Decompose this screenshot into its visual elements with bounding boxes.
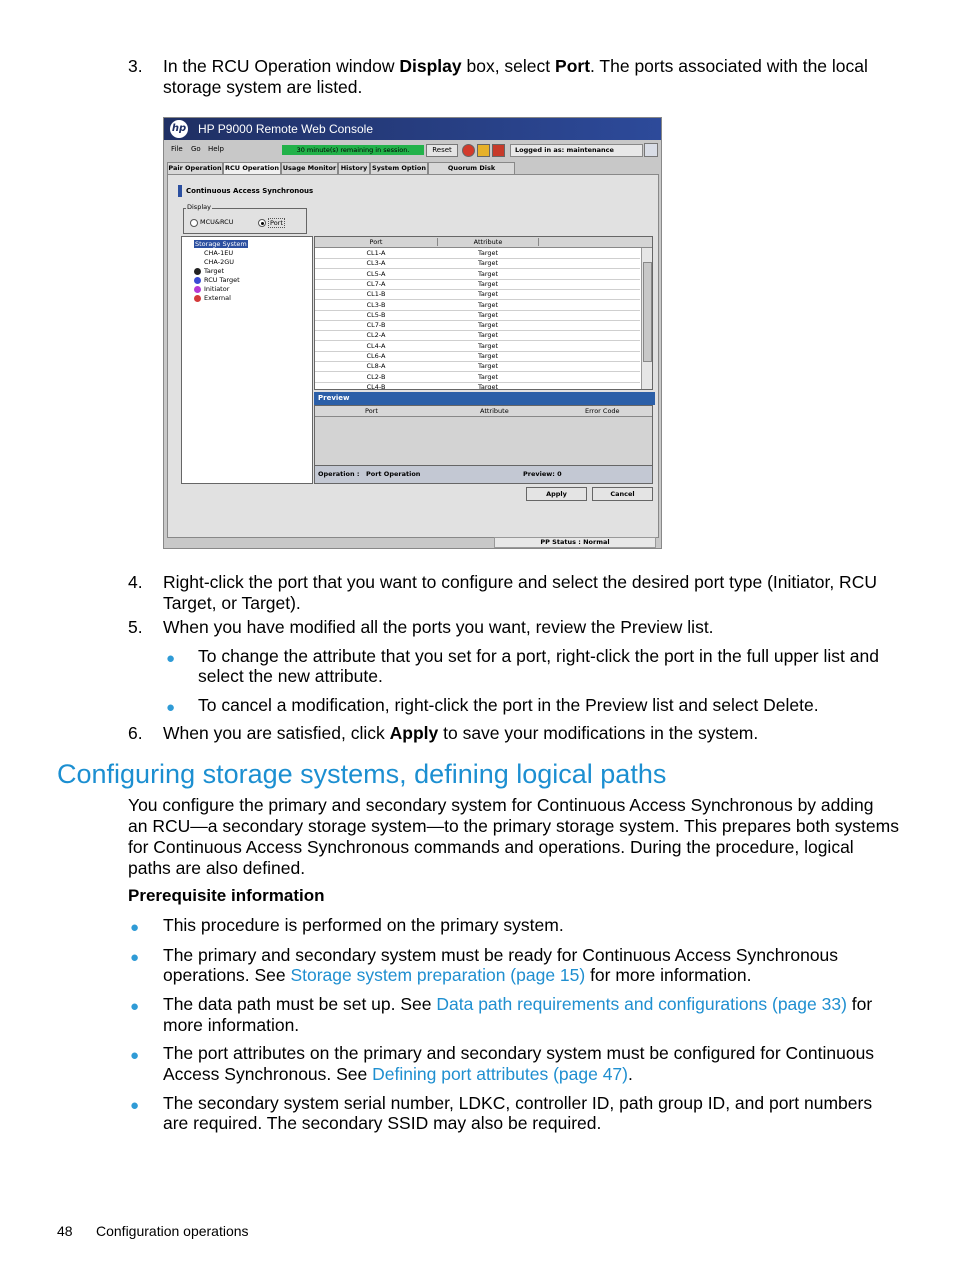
radio-mcu-rcu[interactable] bbox=[190, 219, 198, 227]
port-cell: CL4-A bbox=[366, 341, 386, 350]
port-cell: CL1-A bbox=[366, 249, 386, 257]
step-text: When you have modified all the ports you want, review the Preview list. bbox=[163, 617, 714, 637]
prereq-item: The secondary system serial number, LDKC, controller ID, path group ID, and port numbers bbox=[163, 1093, 873, 1113]
radio-mcu-rcu-label: MCU&RCU bbox=[200, 218, 234, 226]
window-title: HP P9000 Remote Web Console bbox=[198, 122, 373, 136]
attribute-cell: Target bbox=[477, 341, 499, 350]
data-path-requirements-link[interactable]: Data path requirements and configurations (page 33) bbox=[436, 994, 847, 1014]
tree-node-rcu-target[interactable]: RCU Target bbox=[204, 276, 240, 284]
window-titlebar bbox=[164, 118, 661, 140]
section-heading: Configuring storage systems, defining logical paths bbox=[57, 759, 667, 789]
port-cell: CL7-B bbox=[366, 321, 386, 330]
scroll-thumb[interactable] bbox=[643, 262, 652, 362]
attribute-cell: Target bbox=[477, 352, 499, 360]
storage-system-preparation-link[interactable]: Storage system preparation (page 15) bbox=[290, 965, 586, 985]
warning-icon[interactable] bbox=[477, 144, 490, 157]
attribute-cell: Target bbox=[477, 310, 499, 319]
defining-port-attributes-link[interactable]: Defining port attributes (page 47) bbox=[372, 1064, 628, 1084]
footer-title: Configuration operations bbox=[96, 1223, 249, 1239]
step-text: When you are satisfied, click Apply to save your modifications in the system. bbox=[163, 723, 759, 743]
bullet-text: To change the attribute that you set for a port, right-click the port in the full upper list and bbox=[198, 646, 879, 666]
col-port[interactable]: Port bbox=[315, 238, 438, 246]
port-cell: CL1-B bbox=[366, 290, 386, 299]
intro-line: for Continuous Access Synchronous commands and operations. During the procedure, logical bbox=[128, 837, 854, 857]
cancel-button[interactable]: Cancel bbox=[592, 487, 653, 501]
port-cell: CL2-A bbox=[366, 331, 386, 340]
port-list-header bbox=[315, 237, 652, 248]
tree-node-initiator[interactable]: Initiator bbox=[204, 285, 229, 293]
port-cell: CL8-A bbox=[366, 362, 386, 371]
port-list-scrollbar[interactable] bbox=[641, 248, 652, 389]
preview-list[interactable] bbox=[314, 405, 653, 467]
operation-bar bbox=[314, 465, 653, 484]
bullet-icon: ● bbox=[166, 650, 176, 667]
pp-status: PP Status : Normal bbox=[494, 537, 656, 548]
step-number: 4. bbox=[128, 572, 143, 592]
rcu-target-icon bbox=[194, 277, 201, 284]
tree-node-target[interactable]: Target bbox=[204, 267, 224, 275]
col-attribute[interactable]: Attribute bbox=[438, 238, 539, 246]
prereq-item-cont: Access Synchronous. See Defining port attributes (page 47). bbox=[163, 1064, 633, 1084]
port-cell: CL2-B bbox=[366, 372, 386, 381]
prereq-item: The primary and secondary system must be ready for Continuous Access Synchronous bbox=[163, 945, 839, 965]
session-timer: 30 minute(s) remaining in session. bbox=[282, 145, 424, 155]
port-cell: CL6-A bbox=[366, 352, 386, 360]
tab-history[interactable]: History bbox=[338, 162, 370, 175]
bullet-text: To cancel a modification, right-click the port in the Preview list and select Delete. bbox=[198, 695, 819, 715]
step-number: 3. bbox=[128, 56, 143, 76]
tab-rcu-operation[interactable]: RCU Operation bbox=[223, 162, 281, 175]
tool-icon[interactable] bbox=[492, 144, 505, 157]
attribute-cell: Target bbox=[477, 249, 499, 257]
rcu-operation-panel: Continuous Access Synchronous Display MCU&RCU Port Storage System CHA-1EU CHA-2GU Target RCU Target Initiator External Port Attribute CL1-A Target CL3-A Target CL5-A Target CL7-A Target CL1-B Target CL3-B Target CL5-B Target CL7-B Target CL2-A Target CL4-A Target CL6-A Target CL8-A Target CL2-B Target CL4-B Target Preview Port Attribute Error Code Operation : Port Operation Preview: 0 Apply Cancel bbox=[167, 174, 659, 538]
bullet-icon: ● bbox=[166, 699, 176, 716]
port-cell: CL3-B bbox=[366, 300, 386, 309]
attribute-cell: Target bbox=[477, 279, 499, 288]
attribute-cell: Target bbox=[477, 290, 499, 299]
port-cell: CL3-A bbox=[366, 259, 386, 268]
menu-help[interactable]: Help bbox=[208, 145, 224, 153]
menu-go[interactable]: Go bbox=[191, 145, 201, 153]
tree-node-cha-1eu[interactable]: CHA-1EU bbox=[204, 249, 234, 257]
tab-usage-monitor[interactable]: Usage Monitor bbox=[281, 162, 338, 175]
attribute-cell: Target bbox=[477, 382, 499, 390]
step-text-cont: storage system are listed. bbox=[163, 77, 363, 97]
intro-line: You configure the primary and secondary system for Continuous Access Synchronous by adding bbox=[128, 795, 874, 815]
tab-system-option[interactable]: System Option bbox=[370, 162, 428, 175]
bullet-icon: ● bbox=[130, 949, 140, 966]
bullet-icon: ● bbox=[130, 919, 140, 936]
attribute-cell: Target bbox=[477, 269, 499, 278]
operation-label: Operation : bbox=[318, 470, 360, 478]
step-text: In the RCU Operation window Display box, select Port. The ports associated with the local bbox=[163, 56, 868, 76]
port-cell: CL4-B bbox=[366, 382, 386, 390]
prereq-item-cont: operations. See Storage system preparation (page 15) for more information. bbox=[163, 965, 752, 985]
storage-tree[interactable] bbox=[181, 236, 313, 484]
bullet-icon: ● bbox=[130, 998, 140, 1015]
prereq-item-cont: more information. bbox=[163, 1015, 300, 1035]
page-number: 48 bbox=[57, 1223, 73, 1239]
target-icon bbox=[194, 268, 201, 275]
port-cell: CL5-B bbox=[366, 310, 386, 319]
step-text-cont: Target, or Target). bbox=[163, 593, 301, 613]
bullet-icon: ● bbox=[130, 1047, 140, 1064]
preview-count: Preview: 0 bbox=[523, 470, 562, 478]
preview-col-port[interactable]: Port bbox=[365, 407, 378, 415]
attribute-cell: Target bbox=[477, 362, 499, 371]
menu-file[interactable]: File bbox=[171, 145, 183, 153]
attribute-cell: Target bbox=[477, 372, 499, 381]
tree-node-external[interactable]: External bbox=[204, 294, 231, 302]
port-list[interactable] bbox=[314, 236, 653, 390]
display-label: Display bbox=[187, 203, 211, 211]
radio-port[interactable] bbox=[258, 219, 266, 227]
prereq-item-cont: are required. The secondary SSID may also be required. bbox=[163, 1113, 602, 1133]
reset-button[interactable]: Reset bbox=[426, 144, 458, 157]
prereq-heading: Prerequisite information bbox=[128, 886, 325, 905]
preview-col-attribute[interactable]: Attribute bbox=[480, 407, 509, 415]
attribute-cell: Target bbox=[477, 300, 499, 309]
initiator-icon bbox=[194, 286, 201, 293]
attribute-cell: Target bbox=[477, 321, 499, 330]
radio-port-label: Port bbox=[270, 219, 283, 227]
prereq-item: This procedure is performed on the primary system. bbox=[163, 915, 564, 935]
bullet-text-cont: select the new attribute. bbox=[198, 666, 383, 686]
tree-node-storage-system[interactable]: Storage System bbox=[195, 240, 247, 248]
tab-quorum-disk-operation[interactable]: Quorum Disk bbox=[428, 162, 515, 175]
stop-icon[interactable] bbox=[462, 144, 475, 157]
attribute-cell: Target bbox=[477, 331, 499, 340]
tab-pair-operation[interactable]: Pair Operation bbox=[167, 162, 223, 175]
prereq-item: The data path must be set up. See Data path requirements and configurations (page 33) for bbox=[163, 994, 873, 1014]
rcu-operation-screenshot bbox=[163, 117, 662, 549]
logged-in-status: Logged in as: maintenance bbox=[510, 144, 643, 157]
help-icon[interactable] bbox=[644, 143, 658, 157]
tree-node-cha-2gu[interactable]: CHA-2GU bbox=[204, 258, 235, 266]
bullet-icon: ● bbox=[130, 1097, 140, 1114]
intro-line: an RCU—a secondary storage system—to the primary storage system. This prepares both systems bbox=[128, 816, 899, 836]
operation-value: Port Operation bbox=[366, 470, 421, 478]
prereq-item: The port attributes on the primary and secondary system must be configured for Continuous bbox=[163, 1043, 875, 1063]
table-row[interactable] bbox=[315, 382, 640, 390]
apply-button[interactable]: Apply bbox=[526, 487, 587, 501]
step-number: 5. bbox=[128, 617, 143, 637]
attribute-cell: Target bbox=[477, 259, 499, 268]
step-number: 6. bbox=[128, 723, 143, 743]
port-cell: CL7-A bbox=[366, 279, 386, 288]
step-text: Right-click the port that you want to configure and select the desired port type (Initiator, RCU bbox=[163, 572, 877, 592]
preview-title: Preview bbox=[314, 392, 655, 405]
external-icon bbox=[194, 295, 201, 302]
hp-logo: hp bbox=[170, 120, 188, 138]
port-cell: CL5-A bbox=[366, 269, 386, 278]
preview-col-error-code[interactable]: Error Code bbox=[585, 407, 620, 415]
display-box bbox=[183, 203, 307, 234]
intro-line: paths are also defined. bbox=[128, 858, 306, 878]
preview-header bbox=[315, 406, 652, 417]
